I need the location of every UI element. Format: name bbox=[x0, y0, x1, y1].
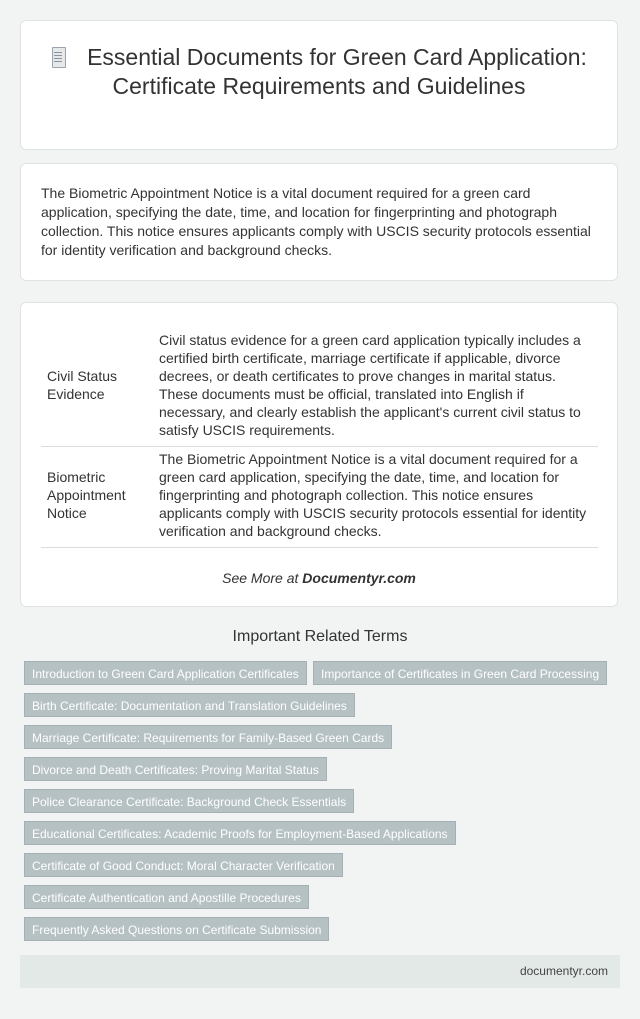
see-more-site: Documentyr.com bbox=[302, 570, 416, 586]
table-cell-term: Biometric Appointment Notice bbox=[41, 446, 153, 547]
table-cell-description: Civil status evidence for a green card application typically includes a certified birth certificate, marriage certificate if applicable, divorce decrees, or death certificates to prove changes in marital status. These documents must be official, translated into English if necessary, and clearly establish the applicant's current civil status to satisfy USCIS requirements. bbox=[153, 328, 598, 446]
related-term-tag[interactable]: Divorce and Death Certificates: Proving Marital Status bbox=[24, 757, 327, 781]
related-term-tag[interactable]: Birth Certificate: Documentation and Translation Guidelines bbox=[24, 693, 355, 717]
document-icon bbox=[51, 47, 65, 67]
documents-table bbox=[41, 328, 598, 548]
page-title-text: Essential Documents for Green Card Application: Certificate Requirements and Guidelines bbox=[87, 44, 587, 99]
intro-paragraph: The Biometric Appointment Notice is a vital document required for a green card application, specifying the date, time, and location for fingerprinting and photograph collection. This notice ensures applicants comply with USCIS security protocols essential for identity verification and background checks. bbox=[41, 185, 591, 258]
documents-table-card bbox=[20, 302, 618, 607]
see-more-link[interactable] bbox=[21, 570, 617, 586]
related-term-tag[interactable]: Certificate Authentication and Apostille Procedures bbox=[24, 885, 309, 909]
related-term-tag[interactable]: Frequently Asked Questions on Certificate Submission bbox=[24, 917, 329, 941]
related-term-tag[interactable]: Introduction to Green Card Application Certificates bbox=[24, 661, 307, 685]
footer bbox=[20, 955, 620, 988]
related-term-tag[interactable]: Marriage Certificate: Requirements for Family-Based Green Cards bbox=[24, 725, 392, 749]
table-cell-description: The Biometric Appointment Notice is a vital document required for a green card application, specifying the date, time, and location for fingerprinting and photograph collection. This notice ensures applicants comply with USCIS security protocols essential for identity verification and background checks. bbox=[153, 446, 598, 547]
footer-site-link[interactable]: documentyr.com bbox=[519, 964, 608, 978]
table-cell-term: Civil Status Evidence bbox=[41, 328, 153, 446]
see-more-prefix: See More at bbox=[222, 570, 303, 586]
related-terms-heading: Important Related Terms bbox=[232, 628, 408, 645]
table-row bbox=[41, 328, 598, 446]
related-term-tag[interactable]: Police Clearance Certificate: Background Check Essentials bbox=[24, 789, 354, 813]
title-card bbox=[20, 20, 618, 150]
table-row bbox=[41, 446, 598, 547]
related-term-tag[interactable]: Educational Certificates: Academic Proofs for Employment-Based Applications bbox=[24, 821, 456, 845]
intro-card bbox=[20, 163, 618, 281]
page-title bbox=[51, 43, 587, 101]
related-term-tag[interactable]: Certificate of Good Conduct: Moral Character Verification bbox=[24, 853, 343, 877]
related-term-tag[interactable]: Importance of Certificates in Green Card Processing bbox=[313, 661, 607, 685]
